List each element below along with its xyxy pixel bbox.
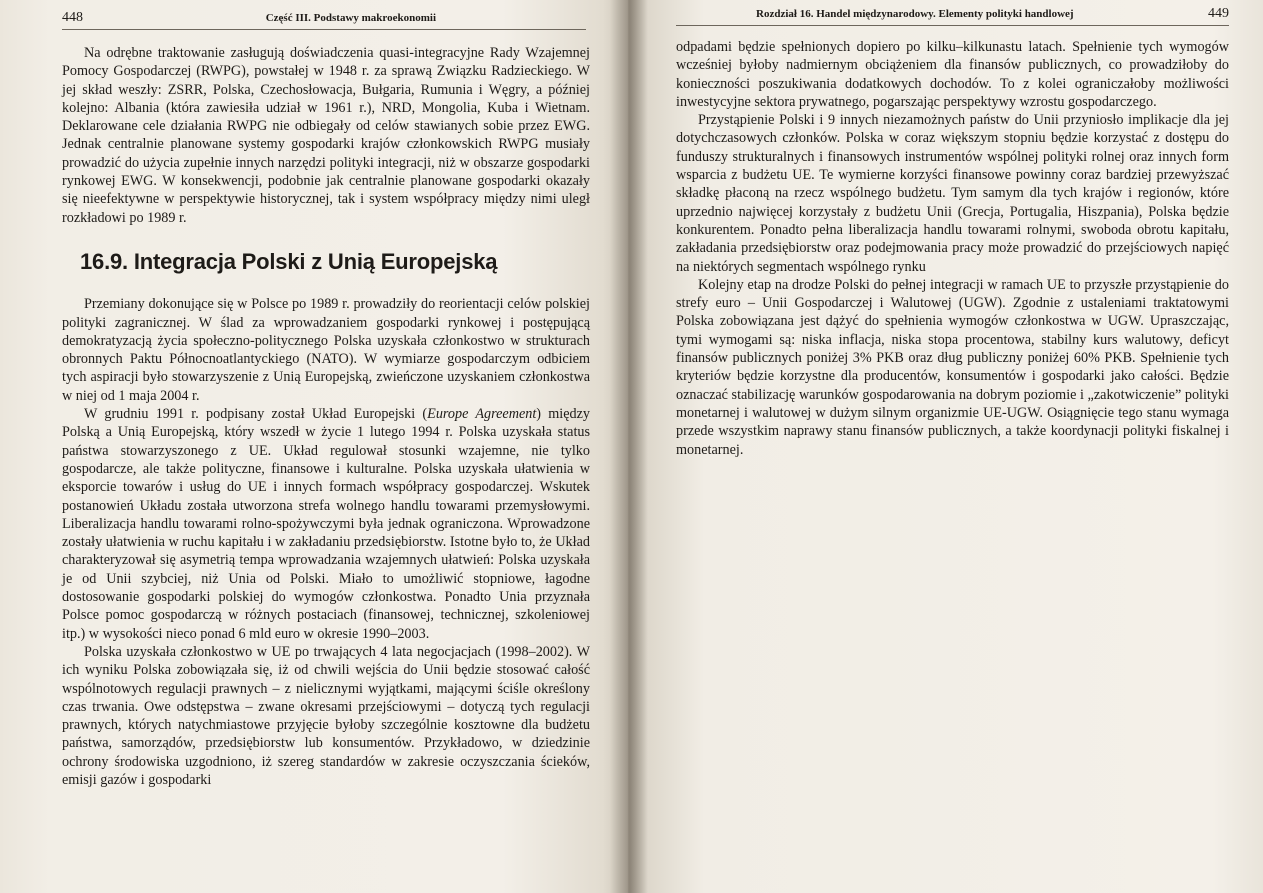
section-heading: 16.9. Integracja Polski z Unią Europejską [80, 248, 498, 274]
right-body-text [676, 38, 1229, 459]
right-continuation-paragraph: odpadami będzie spełnionych dopiero po kilku–kilkunastu latach. Spełnienie tych wymogów wcześniej byłoby nadmiernym obciążeniem dla finansów publicznych, co prowadziłoby do konieczności poszukiwania dodatkowych dochodów. To z kolei ograniczałoby możliwości inwestycyjne sektora prywatnego, pogarszając perspektywy wzrostu gospodarczego. [676, 39, 1229, 110]
left-paragraph-2-start: W grudniu 1991 r. podpisany został Układ Europejski ( [84, 406, 428, 423]
left-paragraph-2-end: ) między Polską a Unią Europejską, który wszedł w życie 1 lutego 1994 r. Polska uzyskała status państwa stowarzyszonego z UE. Układ regulował stosunki wzajemne, nie tylko gospodarcze, ale także polityczne, finansowe i kulturalne. Polska uzyskała ułatwienia w eksporcie towarów i usług do UE i innych formach współpracy gospodarczej. Wskutek postanowień Układu została utworzona strefa wolnego handlu towarami przemysłowymi. Liberalizacja handlu towarami rolno-spożywczymi była jednak ograniczona. Wprowadzone zostały ułatwienia w ruchu kapitału i w zakładaniu przedsiębiorstw. Istotne było to, że Układ charakteryzował się asymetrią tempa wprowadzania wzajemnych ułatwień: Polska uzyskała je od Unii szybciej, niż Unia od Polski. Miało to umożliwić stopniowe, łagodne dostosowanie gospodarki polskiej do wymogów członkostwa. Ponadto Unia przyznała Polsce pomoc gospodarczą w różnych postaciach (finansowej, technicznej, szkoleniowej itp.) w wysokości nieco ponad 6 mld euro w okresie 1990–2003. [62, 406, 590, 642]
left-intro-paragraph: Na odrębne traktowanie zasługują doświadczenia quasi-integracyjne Rady Wzajemnej Pomocy Gospodarczej (RWPG), powstałej w 1948 r. za sprawą Związku Radzieckiego. W jej skład weszły: ZSRR, Polska, Czechosłowacja, Bułgaria, Rumunia i Węgry, a później kolejno: Albania (która zawiesiła udział w 1961 r.), NRD, Mongolia, Kuba i Wietnam. Deklarowane cele działania RWPG nie odbiegały od celów stawianych sobie przez EWG. Jednak centralnie planowane systemy gospodarki krajów członkowskich RWPG musiały prowadzić do użycia zupełnie innych narzędzi polityki integracji, niż w obszarze gospodarki rynkowej EWG. W konsekwencji, podobnie jak centralnie planowane gospodarki okazały się nieefektywne w perspektywie historycznej, tak i system współpracy między nimi uległ rozkładowi po 1989 r. [62, 45, 590, 226]
left-running-title: Część III. Podstawy makroekonomii [265, 12, 436, 24]
left-page-number: 448 [62, 10, 83, 25]
right-page-number: 449 [1208, 6, 1229, 21]
left-running-head [62, 10, 586, 30]
left-paragraph-1: Przemiany dokonujące się w Polsce po 1989 r. prowadziły do reorientacji celów polskiej polityki zagranicznej. W ślad za wprowadzaniem gospodarki rynkowej i postępującą demokratyzacją życia społeczno-politycznego Polska uzyskała członkostwo w strukturach obronnych Paktu Północnoatlantyckiego (NATO). W wymiarze gospodarczym odbiciem tych aspiracji było stowarzyszenie z Unią Europejską, zwieńczone uzyskaniem członkostwa w niej od 1 maja 2004 r. [62, 296, 590, 404]
right-running-head [676, 6, 1229, 26]
left-page [0, 0, 628, 893]
right-running-title: Rozdział 16. Handel międzynarodowy. Elementy polityki handlowej [756, 8, 1074, 20]
right-paragraph-2: Kolejny etap na drodze Polski do pełnej integracji w ramach UE to przyszłe przystąpienie do strefy euro – Unii Gospodarczej i Walutowej (UGW). Zgodnie z ustaleniami traktatowymi Polska zobowiązana jest dążyć do spełnienia wymogów członkostwa w UGW. Upraszczając, tymi wymogami są: niska inflacja, niska stopa procentowa, stabilny kurs walutowy, deficyt finansów publicznych poniżej 3% PKB oraz dług publiczny poniżej 60% PKB. Spełnienie tych kryteriów będzie korzystne dla producentów, konsumentów i gospodarki jako całości. Będzie oznaczać stabilizację warunków gospodarowania na dobrym poziomie i „zakotwiczenie” polityki monetarnej i walutowej w dużym silnym organizmie UE-UGW. Osiągnięcie tego stanu wymaga przede wszystkim naprawy stanu finansów publicznych, a także koordynacji polityki fiskalnej i monetarnej. [676, 276, 1229, 458]
right-paragraph-1: Przystąpienie Polski i 9 innych niezamożnych państw do Unii przyniosło implikacje dla jej dotychczasowych członków. Polska w coraz większym stopniu będzie korzystać z dostępu do funduszy strukturalnych i finansowych instrumentów wspólnej polityki rolnej oraz innych form wsparcia z budżetu UE. Te wymierne korzyści finansowe powinny coraz bardziej przewyższać składkę płaconą na rzecz wspólnego budżetu. Tym samym dla tych krajów i regionów, które uprzednio najwięcej korzystały z budżetu Unii (Grecja, Portugalia, Hiszpania), Polska będzie konkurentem. Ponadto pełna liberalizacja handlu towarami rolnymi, swoboda obrotu kapitału, zakładania przedsiębiorstw oraz podejmowania pracy może prowadzić do przejściowych napięć na niektórych segmentach wspólnego rynku [676, 112, 1229, 275]
left-paragraph-2 [62, 405, 590, 643]
left-body-text [62, 44, 590, 789]
right-page [628, 0, 1263, 893]
left-paragraph-3: Polska uzyskała członkostwo w UE po trwających 4 lata negocjacjach (1998–2002). W ich wyniku Polska zobowiązała się, iż od chwili wejścia do Unii będzie stosować całość wspólnotowych regulacji prawnych – z nielicznymi wyjątkami, mającymi ściśle określony czas trwania. Owe odstępstwa – zwane okresami przejściowymi – dotyczą tych regulacji prawnych, których natychmiastowe przyjęcie byłoby szczególnie kosztowne dla budżetu państwa, samorządów, przedsiębiorstw lub konsumentów. Przykładowo, w dziedzinie ochrony środowiska uzgodniono, iż szereg standardów w zakresie oczyszczania ścieków, emisji gazów i gospodarki [62, 643, 590, 788]
left-paragraph-2-italic: Europe Agreement [427, 406, 537, 423]
